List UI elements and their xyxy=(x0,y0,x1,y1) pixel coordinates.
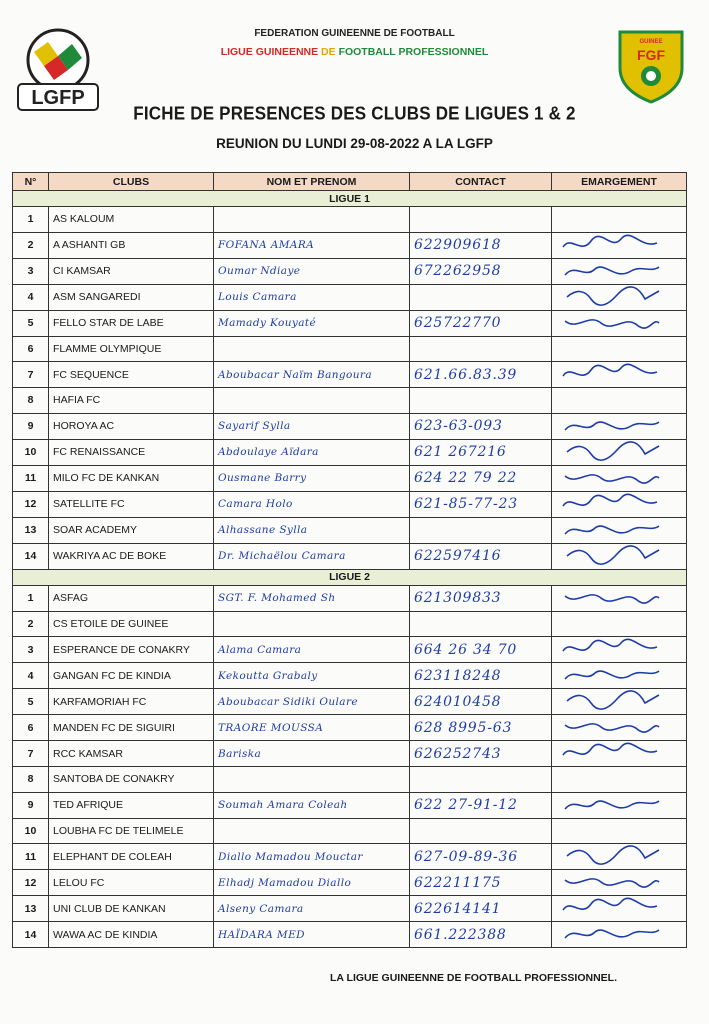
club-name: FELLO STAR DE LABE xyxy=(49,310,214,336)
attendee-name xyxy=(214,388,410,414)
handwritten-signature-icon xyxy=(556,285,666,307)
table-row xyxy=(13,715,687,741)
handwritten-signature-icon xyxy=(556,440,666,462)
handwritten-signature-icon xyxy=(556,586,666,608)
table-row xyxy=(13,585,687,611)
handwritten-signature-icon xyxy=(556,466,666,488)
attendee-contact: 623-63-093 xyxy=(410,413,552,439)
table-row xyxy=(13,517,687,543)
signature-cell xyxy=(552,258,687,284)
attendee-contact: 621-85-77-23 xyxy=(410,491,552,517)
attendee-name: Soumah Amara Coleah xyxy=(214,792,410,818)
signature-cell xyxy=(552,310,687,336)
row-number: 14 xyxy=(13,922,49,948)
attendee-contact: 623118248 xyxy=(410,663,552,689)
attendee-name: Alseny Camara xyxy=(214,896,410,922)
attendee-contact: 661.222388 xyxy=(410,922,552,948)
table-row xyxy=(13,491,687,517)
attendee-name: FOFANA AMARA xyxy=(214,232,410,258)
handwritten-signature-icon xyxy=(556,741,666,763)
attendee-name: Alama Camara xyxy=(214,637,410,663)
signature-cell xyxy=(552,284,687,310)
row-number: 5 xyxy=(13,689,49,715)
attendee-name: Sayarif Sylla xyxy=(214,413,410,439)
attendee-contact: 624010458 xyxy=(410,689,552,715)
attendee-contact: 627-09-89-36 xyxy=(410,844,552,870)
club-name: WAKRIYA AC DE BOKE xyxy=(49,543,214,569)
row-number: 12 xyxy=(13,491,49,517)
row-number: 14 xyxy=(13,543,49,569)
signature-cell xyxy=(552,663,687,689)
column-header-signature: EMARGEMENT xyxy=(552,173,687,191)
signature-cell xyxy=(552,207,687,233)
club-name: CS ETOILE DE GUINEE xyxy=(49,611,214,637)
signature-cell xyxy=(552,585,687,611)
row-number: 12 xyxy=(13,870,49,896)
handwritten-signature-icon xyxy=(556,362,666,384)
club-name: SANTOBA DE CONAKRY xyxy=(49,767,214,793)
signature-cell xyxy=(552,388,687,414)
row-number: 4 xyxy=(13,663,49,689)
table-row xyxy=(13,258,687,284)
document-subtitle: REUNION DU LUNDI 29-08-2022 A LA LGFP xyxy=(216,136,493,151)
handwritten-signature-icon xyxy=(556,233,666,255)
row-number: 11 xyxy=(13,844,49,870)
attendee-contact: 621 267216 xyxy=(410,439,552,465)
club-name: FC RENAISSANCE xyxy=(49,439,214,465)
row-number: 2 xyxy=(13,611,49,637)
attendee-name: Camara Holo xyxy=(214,491,410,517)
signature-cell xyxy=(552,896,687,922)
handwritten-signature-icon xyxy=(556,518,666,540)
row-number: 6 xyxy=(13,715,49,741)
attendee-contact: 664 26 34 70 xyxy=(410,637,552,663)
table-row xyxy=(13,439,687,465)
row-number: 9 xyxy=(13,792,49,818)
attendee-contact: 621309833 xyxy=(410,585,552,611)
signature-cell xyxy=(552,439,687,465)
club-name: FLAMME OLYMPIQUE xyxy=(49,336,214,362)
table-row xyxy=(13,870,687,896)
attendee-name: Bariska xyxy=(214,741,410,767)
handwritten-signature-icon xyxy=(556,637,666,659)
signature-cell xyxy=(552,465,687,491)
table-row xyxy=(13,232,687,258)
club-name: HAFIA FC xyxy=(49,388,214,414)
league-name xyxy=(0,46,709,58)
signature-cell xyxy=(552,362,687,388)
club-name: ELEPHANT DE COLEAH xyxy=(49,844,214,870)
row-number: 8 xyxy=(13,767,49,793)
column-header-clubs: CLUBS xyxy=(49,173,214,191)
league-name-part3: FOOTBALL PROFESSIONNEL xyxy=(338,46,489,58)
attendee-name: Elhadj Mamadou Diallo xyxy=(214,870,410,896)
handwritten-signature-icon xyxy=(556,715,666,737)
row-number: 5 xyxy=(13,310,49,336)
signature-cell xyxy=(552,689,687,715)
attendee-name: Kekoutta Grabaly xyxy=(214,663,410,689)
row-number: 2 xyxy=(13,232,49,258)
club-name: TED AFRIQUE xyxy=(49,792,214,818)
club-name: SOAR ACADEMY xyxy=(49,517,214,543)
attendee-name: Aboubacar Naïm Bangoura xyxy=(214,362,410,388)
attendee-contact: 624 22 79 22 xyxy=(410,465,552,491)
row-number: 1 xyxy=(13,585,49,611)
column-header-contact: CONTACT xyxy=(410,173,552,191)
attendee-contact: 625722770 xyxy=(410,310,552,336)
club-name: HOROYA AC xyxy=(49,413,214,439)
row-number: 13 xyxy=(13,896,49,922)
attendee-contact xyxy=(410,517,552,543)
table-row xyxy=(13,896,687,922)
club-name: MANDEN FC DE SIGUIRI xyxy=(49,715,214,741)
club-name: ASM SANGAREDI xyxy=(49,284,214,310)
club-name: CI KAMSAR xyxy=(49,258,214,284)
attendee-contact xyxy=(410,207,552,233)
attendee-contact: 672262958 xyxy=(410,258,552,284)
club-name: A ASHANTI GB xyxy=(49,232,214,258)
handwritten-signature-icon xyxy=(556,663,666,685)
row-number: 10 xyxy=(13,818,49,844)
column-header-name: NOM ET PRENOM xyxy=(214,173,410,191)
attendee-name: HAÏDARA MED xyxy=(214,922,410,948)
club-name: LOUBHA FC DE TELIMELE xyxy=(49,818,214,844)
club-name: ESPERANCE DE CONAKRY xyxy=(49,637,214,663)
handwritten-signature-icon xyxy=(556,311,666,333)
row-number: 7 xyxy=(13,741,49,767)
attendee-contact: 622597416 xyxy=(410,543,552,569)
signature-cell xyxy=(552,922,687,948)
attendee-name: Dr. Michaëlou Camara xyxy=(214,543,410,569)
club-name: AS KALOUM xyxy=(49,207,214,233)
attendee-contact: 628 8995-63 xyxy=(410,715,552,741)
club-name: RCC KAMSAR xyxy=(49,741,214,767)
attendee-name xyxy=(214,818,410,844)
club-name: WAWA AC DE KINDIA xyxy=(49,922,214,948)
attendee-name: Mamady Kouyaté xyxy=(214,310,410,336)
handwritten-signature-icon xyxy=(556,922,666,944)
signature-cell xyxy=(552,792,687,818)
row-number: 7 xyxy=(13,362,49,388)
column-header-number: N° xyxy=(13,173,49,191)
attendee-name: SGT. F. Mohamed Sh xyxy=(214,585,410,611)
table-row xyxy=(13,336,687,362)
attendee-contact xyxy=(410,611,552,637)
attendee-contact xyxy=(410,818,552,844)
handwritten-signature-icon xyxy=(556,259,666,281)
signature-cell xyxy=(552,741,687,767)
federation-name: FEDERATION GUINEENNE DE FOOTBALL xyxy=(254,28,455,39)
attendee-name xyxy=(214,207,410,233)
attendee-name xyxy=(214,611,410,637)
signature-cell xyxy=(552,336,687,362)
attendee-name: Aboubacar Sidiki Oulare xyxy=(214,689,410,715)
table-row xyxy=(13,637,687,663)
handwritten-signature-icon xyxy=(556,544,666,566)
signature-cell xyxy=(552,611,687,637)
attendee-contact: 626252743 xyxy=(410,741,552,767)
row-number: 11 xyxy=(13,465,49,491)
attendee-contact: 622614141 xyxy=(410,896,552,922)
attendee-contact: 622909618 xyxy=(410,232,552,258)
table-row xyxy=(13,792,687,818)
section-label: LIGUE 1 xyxy=(13,191,687,207)
club-name: GANGAN FC DE KINDIA xyxy=(49,663,214,689)
fgf-logo-top-text: GUINEE xyxy=(639,39,663,45)
fgf-logo-text: FGF xyxy=(637,47,665,63)
section-row-ligue1 xyxy=(13,191,687,207)
signature-cell xyxy=(552,767,687,793)
table-row xyxy=(13,818,687,844)
row-number: 13 xyxy=(13,517,49,543)
attendee-name xyxy=(214,336,410,362)
attendee-contact xyxy=(410,767,552,793)
table-row xyxy=(13,767,687,793)
fgf-shield-icon xyxy=(614,28,688,104)
table-row xyxy=(13,284,687,310)
signature-cell xyxy=(552,715,687,741)
league-name-part2: DE xyxy=(321,46,336,58)
table-row xyxy=(13,388,687,414)
table-row xyxy=(13,362,687,388)
row-number: 3 xyxy=(13,258,49,284)
table-row xyxy=(13,741,687,767)
handwritten-signature-icon xyxy=(556,793,666,815)
club-name: KARFAMORIAH FC xyxy=(49,689,214,715)
club-name: UNI CLUB DE KANKAN xyxy=(49,896,214,922)
attendee-contact xyxy=(410,388,552,414)
club-name: LELOU FC xyxy=(49,870,214,896)
row-number: 1 xyxy=(13,207,49,233)
signature-cell xyxy=(552,413,687,439)
attendance-table xyxy=(12,172,687,948)
lgfp-logo-text: LGFP xyxy=(31,87,85,109)
club-name: ASFAG xyxy=(49,585,214,611)
club-name: SATELLITE FC xyxy=(49,491,214,517)
table-row xyxy=(13,465,687,491)
attendee-name: Alhassane Sylla xyxy=(214,517,410,543)
table-row xyxy=(13,207,687,233)
table-row xyxy=(13,413,687,439)
attendee-contact: 622211175 xyxy=(410,870,552,896)
attendee-name: Oumar Ndiaye xyxy=(214,258,410,284)
signature-cell xyxy=(552,637,687,663)
handwritten-signature-icon xyxy=(556,414,666,436)
row-number: 6 xyxy=(13,336,49,362)
attendee-name: Louis Camara xyxy=(214,284,410,310)
footer-text: LA LIGUE GUINEENNE DE FOOTBALL PROFESSIONNEL. xyxy=(330,972,618,984)
table-row xyxy=(13,844,687,870)
signature-cell xyxy=(552,870,687,896)
document-title: FICHE DE PRESENCES DES CLUBS DE LIGUES 1 & 2 xyxy=(133,103,576,124)
table-row xyxy=(13,543,687,569)
handwritten-signature-icon xyxy=(556,844,666,866)
table-row xyxy=(13,611,687,637)
section-row-ligue2 xyxy=(13,569,687,585)
table-header-row xyxy=(13,173,687,191)
club-name: FC SEQUENCE xyxy=(49,362,214,388)
section-label: LIGUE 2 xyxy=(13,569,687,585)
row-number: 3 xyxy=(13,637,49,663)
signature-cell xyxy=(552,517,687,543)
row-number: 10 xyxy=(13,439,49,465)
handwritten-signature-icon xyxy=(556,896,666,918)
attendee-name: Diallo Mamadou Mouctar xyxy=(214,844,410,870)
row-number: 8 xyxy=(13,388,49,414)
attendee-contact: 622 27-91-12 xyxy=(410,792,552,818)
attendee-contact xyxy=(410,336,552,362)
row-number: 9 xyxy=(13,413,49,439)
attendee-contact: 621.66.83.39 xyxy=(410,362,552,388)
attendee-contact xyxy=(410,284,552,310)
attendee-name: Ousmane Barry xyxy=(214,465,410,491)
row-number: 4 xyxy=(13,284,49,310)
handwritten-signature-icon xyxy=(556,689,666,711)
club-name: MILO FC DE KANKAN xyxy=(49,465,214,491)
table-row xyxy=(13,689,687,715)
attendee-name: Abdoulaye Aïdara xyxy=(214,439,410,465)
table-row xyxy=(13,310,687,336)
signature-cell xyxy=(552,491,687,517)
table-row xyxy=(13,663,687,689)
signature-cell xyxy=(552,232,687,258)
handwritten-signature-icon xyxy=(556,492,666,514)
signature-cell xyxy=(552,543,687,569)
table-row xyxy=(13,922,687,948)
attendee-name xyxy=(214,767,410,793)
handwritten-signature-icon xyxy=(556,870,666,892)
signature-cell xyxy=(552,844,687,870)
league-name-part1: LIGUE GUINEENNE xyxy=(220,46,319,58)
attendee-name: TRAORE MOUSSA xyxy=(214,715,410,741)
signature-cell xyxy=(552,818,687,844)
